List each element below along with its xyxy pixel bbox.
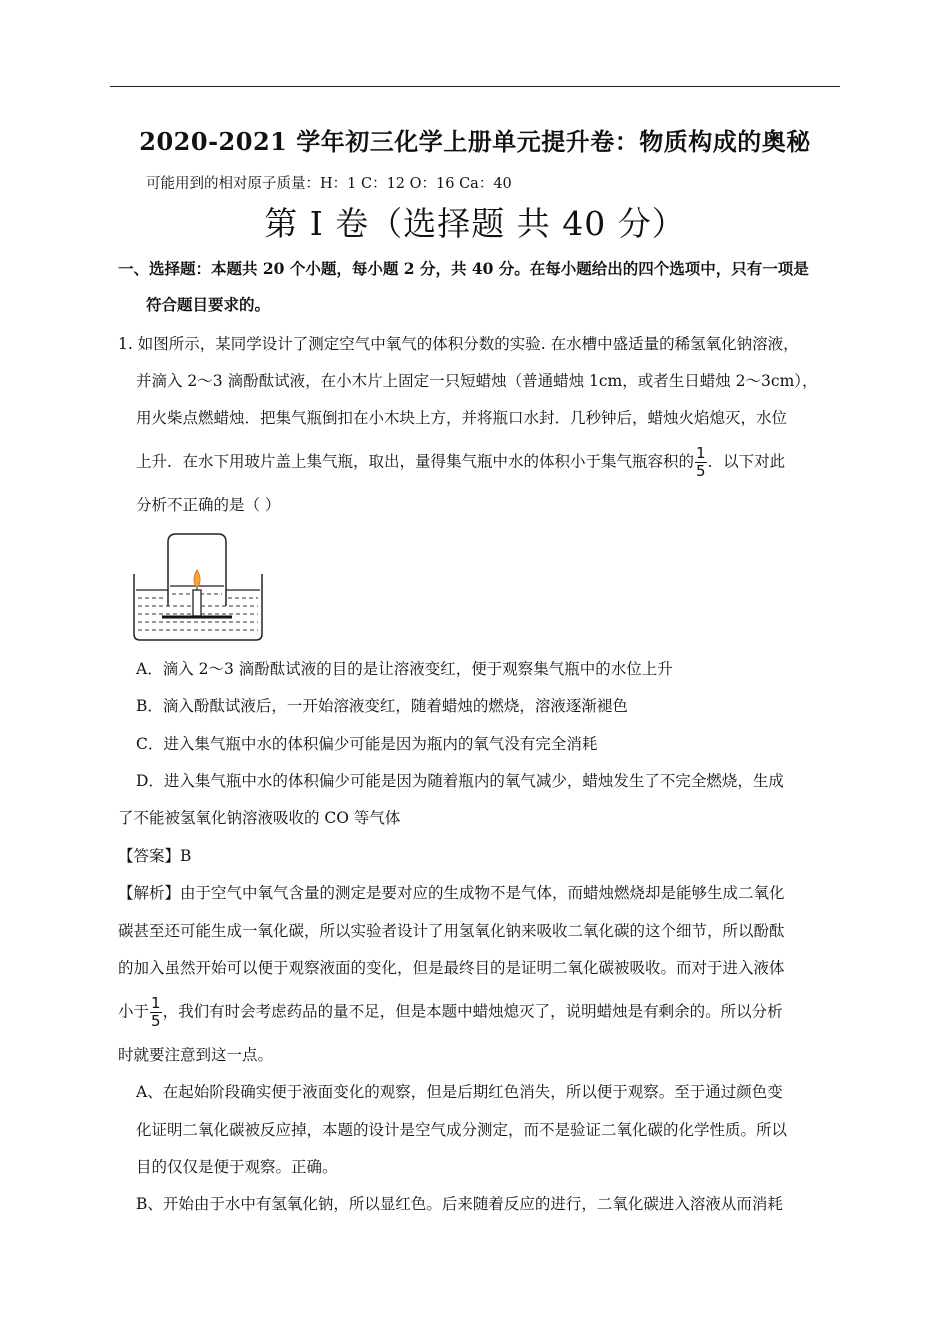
analysis-line-2: 碳甚至还可能生成一氧化碳，所以实验者设计了用氢氧化钠来吸收二氧化碳的这个细节，所以酚酞 bbox=[118, 922, 785, 940]
analysis-line-4-start: 小于 bbox=[118, 1002, 150, 1021]
analysis-line-5: 时就要注意到这一点。 bbox=[118, 1046, 274, 1064]
question-line-1: 1. 如图所示，某同学设计了测定空气中氧气的体积分数的实验. 在水槽中盛适量的稀氢氧化钠溶液， bbox=[118, 335, 799, 353]
option-d-line-1: D．进入集气瓶中水的体积偏少可能是因为随着瓶内的氧气减少，蜡烛发生了不完全燃烧，生成 bbox=[136, 772, 784, 790]
question-line-4-end: ．以下对此 bbox=[707, 452, 786, 471]
option-a: A．滴入 2～3 滴酚酞试液的目的是让溶液变红，便于观察集气瓶中的水位上升 bbox=[136, 660, 673, 678]
one-fifth-fraction: $\frac{1}{5}$ bbox=[151, 994, 161, 1030]
analysis-line-4 bbox=[118, 996, 783, 1029]
analysis-a-line-1: A、在起始阶段确实便于液面变化的观察，但是后期红色消失，所以便于观察。至于通过颜色变 bbox=[136, 1083, 783, 1101]
option-d-line-2: 了不能被氢氧化钠溶液吸收的 CO 等气体 bbox=[118, 809, 401, 827]
question-line-5: 分析不正确的是（ ） bbox=[136, 496, 281, 514]
instructions-line-1: 一、选择题：本题共 20 个小题，每小题 2 分，共 40 分。在每小题给出的四个选项中，只有一项是 bbox=[118, 259, 809, 278]
top-rule bbox=[110, 86, 840, 87]
atomic-masses: 可能用到的相对原子质量：H：1 C：12 O：16 Ca：40 bbox=[146, 176, 512, 192]
analysis-a-line-2: 化证明二氧化碳被反应掉，本题的设计是空气成分测定，而不是验证二氧化碳的化学性质。所以 bbox=[136, 1121, 788, 1139]
page-title: 2020-2021 学年初三化学上册单元提升卷：物质构成的奥秘 bbox=[139, 127, 811, 156]
analysis-b-line-1: B、开始由于水中有氢氧化钠，所以显红色。后来随着反应的进行，二氧化碳进入溶液从而消耗 bbox=[136, 1195, 783, 1213]
analysis-a-line-3: 目的仅仅是便于观察。正确。 bbox=[136, 1158, 338, 1176]
section-heading: 第 I 卷（选择题 共 40 分） bbox=[264, 204, 686, 243]
analysis-line-1: 【解析】由于空气中氧气含量的测定是要对应的生成物不是气体，而蜡烛燃烧却是能够生成二氧化 bbox=[118, 884, 785, 902]
question-line-3: 用火柴点燃蜡烛．把集气瓶倒扣在小木块上方，并将瓶口水封．几秒钟后，蜡烛火焰熄灭，水位 bbox=[136, 409, 788, 427]
analysis-line-4-end: ，我们有时会考虑药品的量不足，但是本题中蜡烛熄灭了，说明蜡烛是有剩余的。所以分析 bbox=[162, 1002, 783, 1021]
question-line-4-text: 上升．在水下用玻片盖上集气瓶，取出，量得集气瓶中水的体积小于集气瓶容积的 bbox=[136, 452, 695, 471]
option-b: B．滴入酚酞试液后，一开始溶液变红，随着蜡烛的燃烧，溶液逐渐褪色 bbox=[136, 697, 628, 715]
question-line-4 bbox=[136, 446, 785, 479]
one-fifth-fraction: $\frac{1}{5}$ bbox=[696, 444, 706, 480]
question-line-2: 并滴入 2～3 滴酚酞试液，在小木片上固定一只短蜡烛（普通蜡烛 1cm，或者生日蜡烛 2～3cm）， bbox=[136, 372, 818, 390]
analysis-line-3: 的加入虽然开始可以便于观察液面的变化，但是最终目的是证明二氧化碳被吸收。而对于进入液体 bbox=[118, 959, 785, 977]
answer: 【答案】B bbox=[118, 847, 192, 865]
option-c: C．进入集气瓶中水的体积偏少可能是因为瓶内的氧气没有完全消耗 bbox=[136, 735, 598, 753]
apparatus-diagram bbox=[132, 530, 264, 644]
instructions-line-2: 符合题目要求的。 bbox=[146, 295, 271, 314]
